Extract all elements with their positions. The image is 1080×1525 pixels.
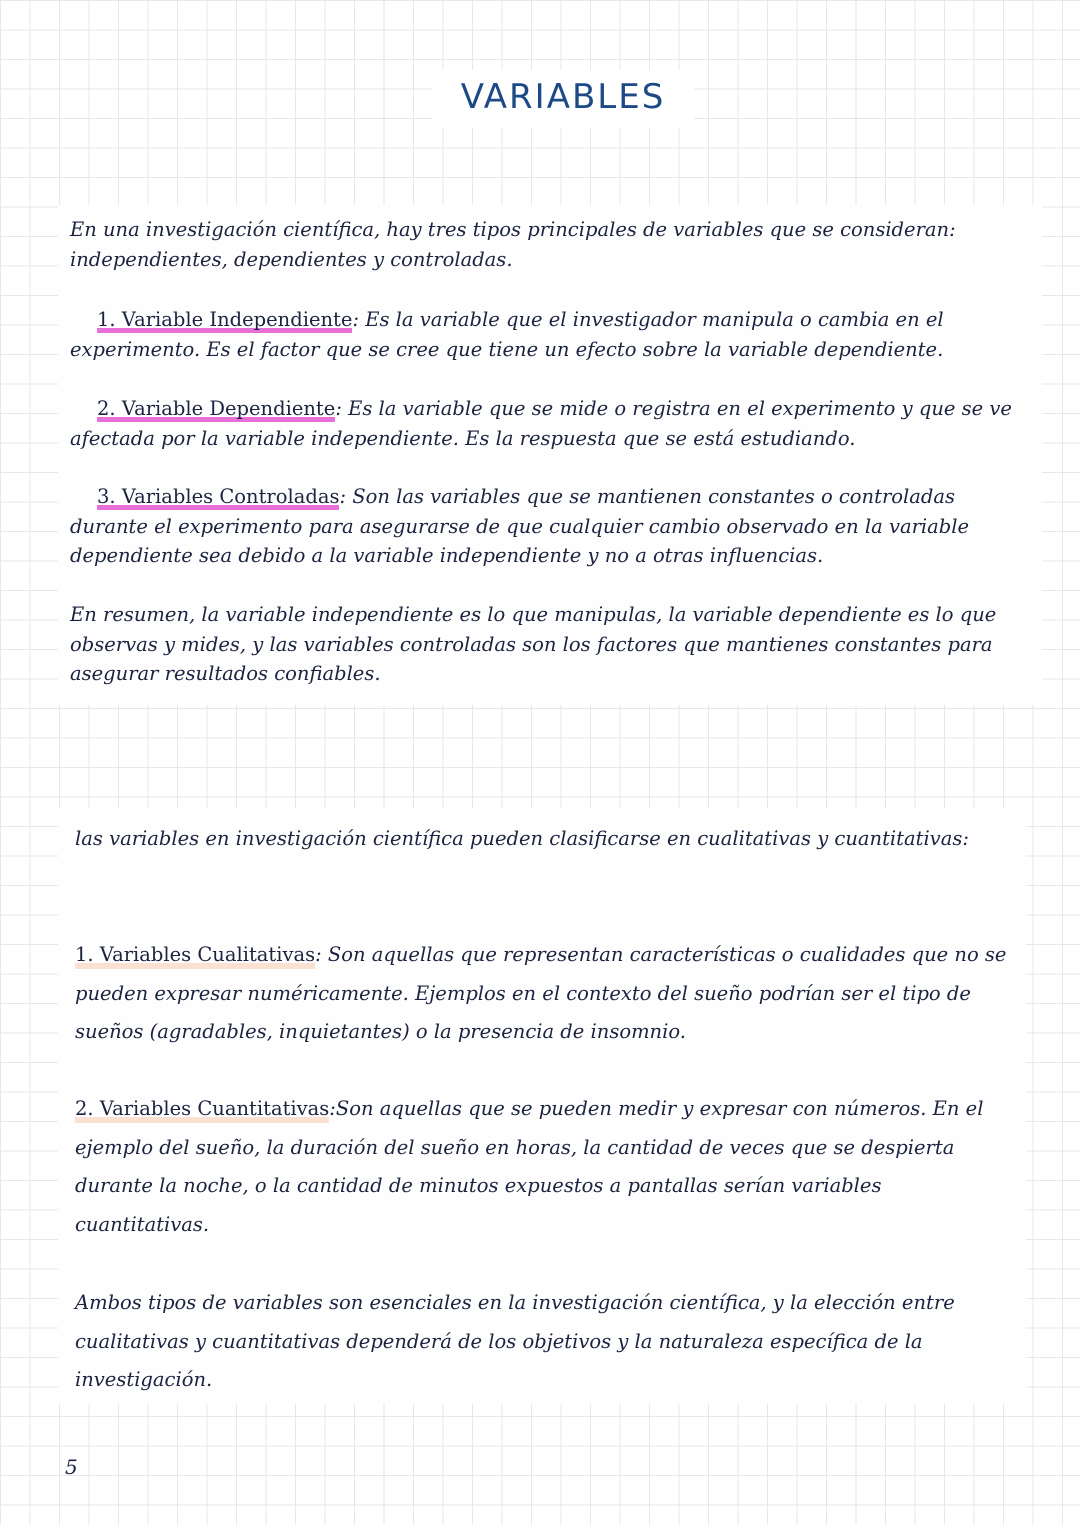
independent-variable-text: : Es la variable que el investigador manipula o cambia en el experimento. Es el factor que se cree que tiene un efecto sobre la variable dependiente.	[70, 308, 944, 361]
section-2-conclusion: Ambos tipos de variables son esenciales en la investigación científica, y la elección entre cualitativas y cuantitativas dependerá de los objetivos y la naturaleza específica de la investigación.	[75, 1291, 955, 1392]
independent-variable-paragraph	[70, 305, 1035, 364]
qualitative-variables-text: : Son aquellas que representan características o cualidades que no se pueden expresar numéricamente. Ejemplos en el contexto del sueño podrían ser el tipo de sueños (agradables, inquietantes) o la presencia de insomnio.	[75, 943, 1007, 1044]
dependent-variable-paragraph	[70, 394, 1035, 453]
section-1-intro: En una investigación científica, hay tres tipos principales de variables que se consideran: independientes, dependientes y controladas.	[70, 218, 956, 271]
quantitative-variables-paragraph	[75, 1090, 1015, 1244]
dependent-variable-label: 2. Variable Dependiente	[97, 397, 336, 420]
controlled-variables-paragraph	[70, 482, 1035, 571]
controlled-variables-text: : Son las variables que se mantienen constantes o controladas durante el experimento para asegurarse de que cualquier cambio observado en la variable dependiente sea debido a la variable independiente y no a otras influencias.	[70, 485, 970, 568]
controlled-variables-label: 3. Variables Controladas	[97, 485, 340, 508]
page-number: 5	[65, 1455, 78, 1479]
independent-variable-label: 1. Variable Independiente	[97, 308, 353, 331]
dependent-variable-text: : Es la variable que se mide o registra en el experimento y que se ve afectada por la variable independiente. Es la respuesta que se está estudiando.	[70, 397, 1012, 450]
quantitative-variables-label: 2. Variables Cuantitativas	[75, 1097, 329, 1123]
page-title: VARIABLES	[432, 70, 694, 128]
section-1-summary: En resumen, la variable independiente es lo que manipulas, la variable dependiente es lo que observas y mides, y las variables controladas son los factores que mantienes constantes para asegurar resultados confiables.	[70, 603, 997, 686]
qualitative-variables-paragraph	[75, 936, 1015, 1052]
quantitative-variables-text: :Son aquellas que se pueden medir y expresar con números. En el ejemplo del sueño, la duración del sueño en horas, la cantidad de veces que se despierta durante la noche, o la cantidad de minutos expuestos a pantallas serían variables cuantitativas.	[75, 1097, 984, 1236]
qualitative-variables-label: 1. Variables Cualitativas	[75, 943, 315, 969]
section-2-intro: las variables en investigación científica pueden clasificarse en cualitativas y cuantitativas:	[75, 827, 969, 850]
